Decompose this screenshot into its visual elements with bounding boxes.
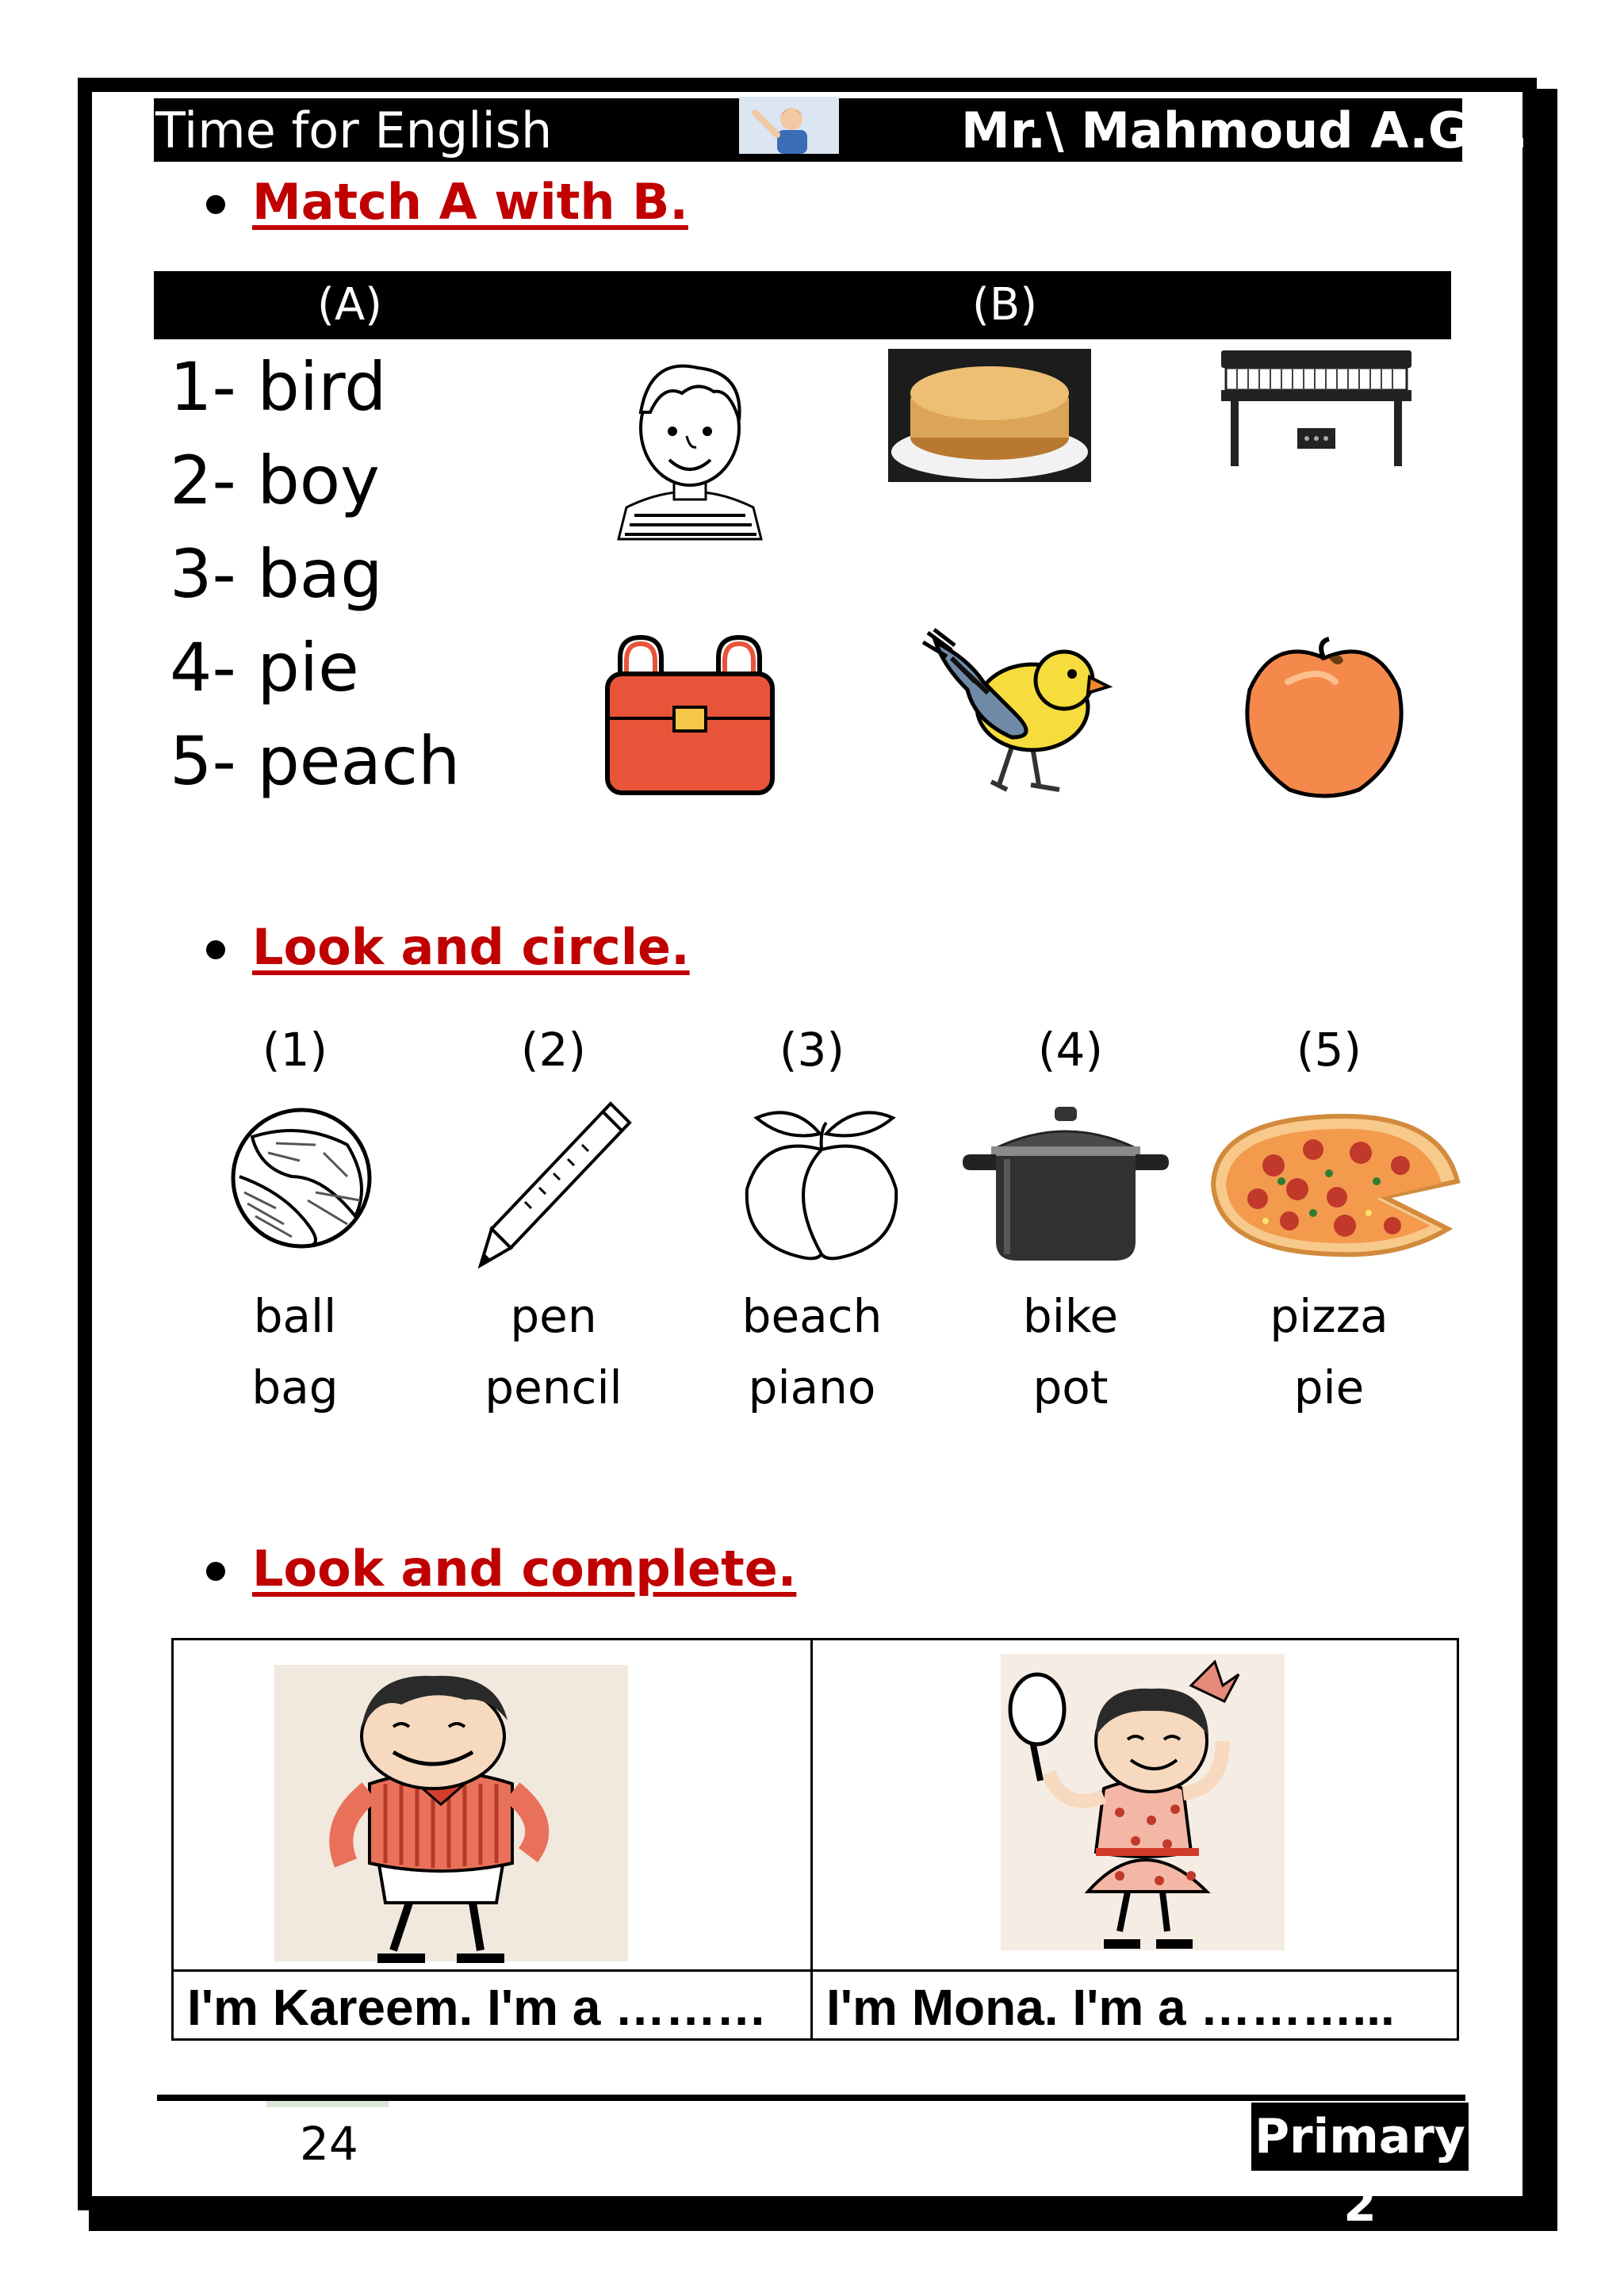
section-title: Look and complete. [252, 1540, 797, 1598]
column-b-label: (B) [972, 279, 1038, 331]
circle-item-number: (5) [1296, 1023, 1362, 1077]
circle-item-number: (2) [520, 1023, 587, 1077]
table-row-divider [171, 1969, 1459, 1972]
pie-icon [888, 349, 1091, 482]
match-word: 4- pie [170, 629, 359, 706]
circle-option[interactable]: bag [251, 1360, 339, 1414]
peach-outline-icon [737, 1102, 906, 1265]
bag-icon [604, 634, 776, 796]
match-word: 2- boy [170, 442, 380, 519]
section-title: Match A with B. [252, 173, 688, 231]
circle-option[interactable]: pot [1032, 1360, 1109, 1414]
circle-item-number: (3) [779, 1023, 845, 1077]
mona-girl-icon [1001, 1654, 1285, 1950]
bullet-icon [206, 1562, 225, 1581]
pot-icon [959, 1104, 1172, 1265]
kareem-cook-icon [274, 1665, 628, 1961]
match-word: 1- bird [170, 348, 387, 426]
footer-accent [266, 2101, 389, 2107]
circle-option[interactable]: pencil [485, 1360, 622, 1414]
circle-option[interactable]: pen [510, 1289, 597, 1343]
circle-option[interactable]: pizza [1270, 1289, 1388, 1343]
header-boy-photo [739, 97, 839, 154]
piano-icon [1221, 349, 1411, 468]
bird-icon [920, 626, 1110, 801]
peach-icon [1240, 634, 1408, 796]
circle-item-number: (1) [262, 1023, 328, 1077]
circle-option[interactable]: piano [748, 1360, 876, 1414]
circle-item-number: (4) [1037, 1023, 1104, 1077]
complete-sentence-kareem: I'm Kareem. I'm a ……… [187, 1979, 768, 2036]
circle-option[interactable]: pie [1293, 1360, 1365, 1414]
boy-icon [603, 349, 777, 539]
page-number: 24 [300, 2117, 358, 2171]
match-word: 5- peach [170, 722, 461, 800]
level-badge: Primary 2 [1254, 2109, 1465, 2233]
section-title: Look and circle. [252, 918, 690, 976]
circle-option[interactable]: ball [253, 1289, 337, 1343]
header-title: Time for English [155, 101, 553, 159]
header-teacher: Mr.\ Mahmoud A.GH. [961, 101, 1529, 159]
boy-photo-icon [739, 97, 839, 154]
table-divider [810, 1638, 813, 2041]
pencil-icon [476, 1099, 634, 1270]
circle-option[interactable]: bike [1022, 1289, 1119, 1343]
column-a-label: (A) [317, 279, 383, 331]
bullet-icon [206, 940, 225, 959]
pizza-icon [1210, 1110, 1459, 1257]
match-word: 3- bag [170, 535, 383, 613]
complete-sentence-mona: I'm Mona. I'm a ………... [826, 1979, 1395, 2036]
bullet-icon [206, 195, 225, 214]
ball-icon [228, 1105, 374, 1251]
footer-line [157, 2095, 1465, 2101]
circle-option[interactable]: beach [741, 1289, 883, 1343]
